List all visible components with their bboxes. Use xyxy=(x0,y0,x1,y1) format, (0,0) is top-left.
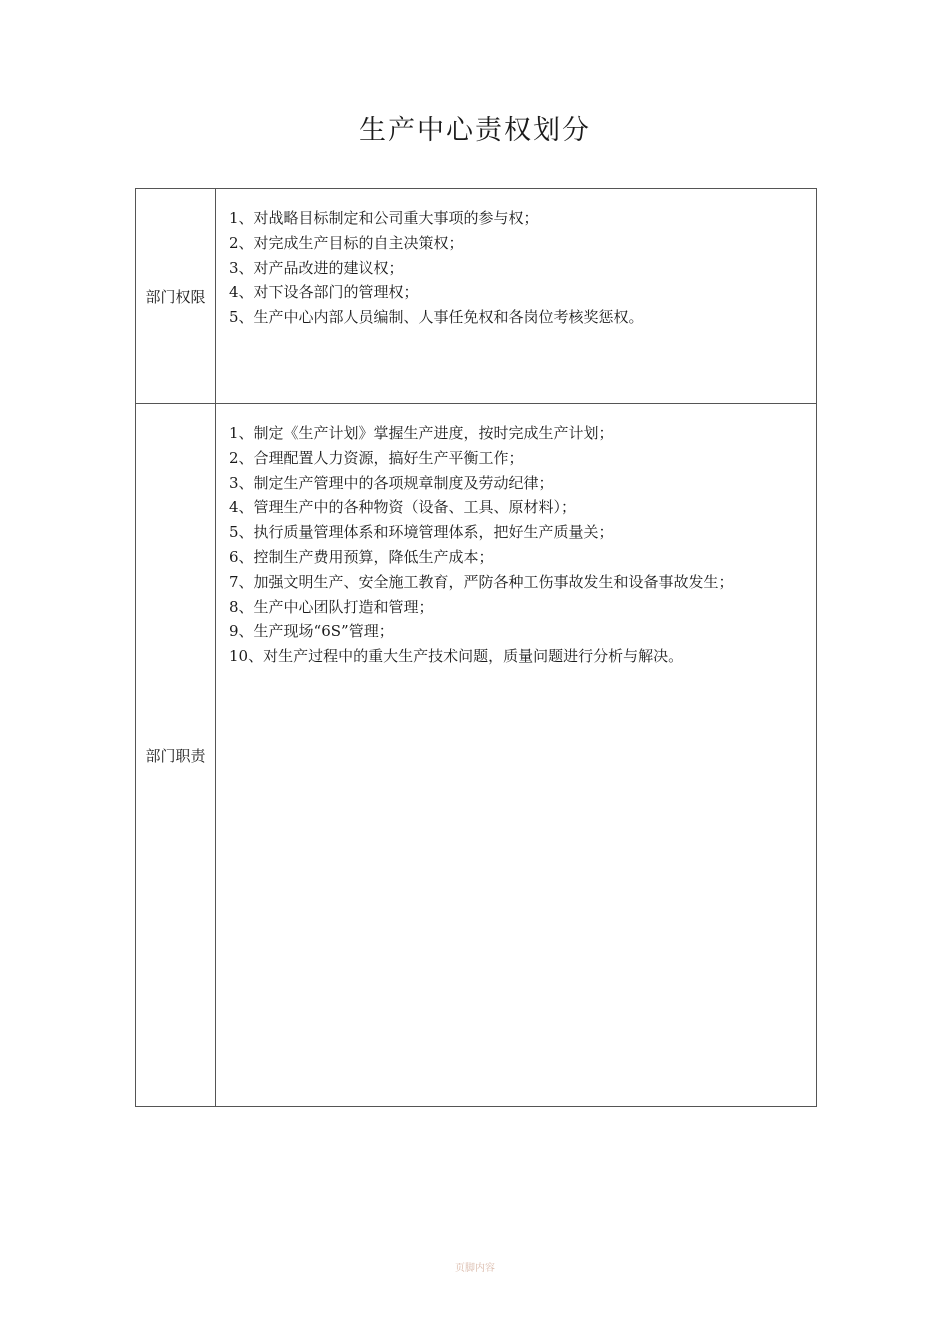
list-item: 2、合理配置人力资源，搞好生产平衡工作； xyxy=(229,448,524,467)
duties-content xyxy=(216,404,817,1107)
list-item: 1、制定《生产计划》掌握生产进度，按时完成生产计划； xyxy=(229,424,614,442)
list-item: 4、对下设各部门的管理权； xyxy=(229,283,419,302)
table-row-duties xyxy=(136,404,817,1107)
table-row-authority xyxy=(136,189,817,404)
list-item: 1、对战略目标制定和公司重大事项的参与权； xyxy=(229,209,539,227)
list-item: 5、生产中心内部人员编制、人事任免权和各岗位考核奖惩权。 xyxy=(229,308,644,327)
list-item: 5、执行质量管理体系和环境管理体系，把好生产质量关； xyxy=(229,523,614,542)
duties-label: 部门职责 xyxy=(136,404,216,1107)
page-footer: 页脚内容 xyxy=(455,1263,495,1274)
list-item: 8、生产中心团队打造和管理； xyxy=(229,597,434,616)
list-item: 7、加强文明生产、安全施工教育，严防各种工伤事故发生和设备事故发生； xyxy=(229,572,734,591)
authority-content xyxy=(216,189,817,404)
authority-label: 部门权限 xyxy=(136,189,216,404)
list-item: 4、管理生产中的各种物资（设备、工具、原材料）； xyxy=(229,498,577,517)
list-item: 6、控制生产费用预算，降低生产成本； xyxy=(229,547,494,566)
list-item: 9、生产现场“6S”管理； xyxy=(229,622,394,641)
duties-list xyxy=(229,421,816,669)
list-item: 10、对生产过程中的重大生产技术问题，质量问题进行分析与解决。 xyxy=(229,647,684,666)
authority-list xyxy=(229,206,816,330)
list-item: 3、对产品改进的建议权； xyxy=(229,258,404,277)
list-item: 2、对完成生产目标的自主决策权； xyxy=(229,233,464,252)
responsibility-table xyxy=(135,188,817,1107)
list-item: 3、制定生产管理中的各项规章制度及劳动纪律； xyxy=(229,473,554,492)
page-title: 生产中心责权划分 xyxy=(359,115,591,146)
